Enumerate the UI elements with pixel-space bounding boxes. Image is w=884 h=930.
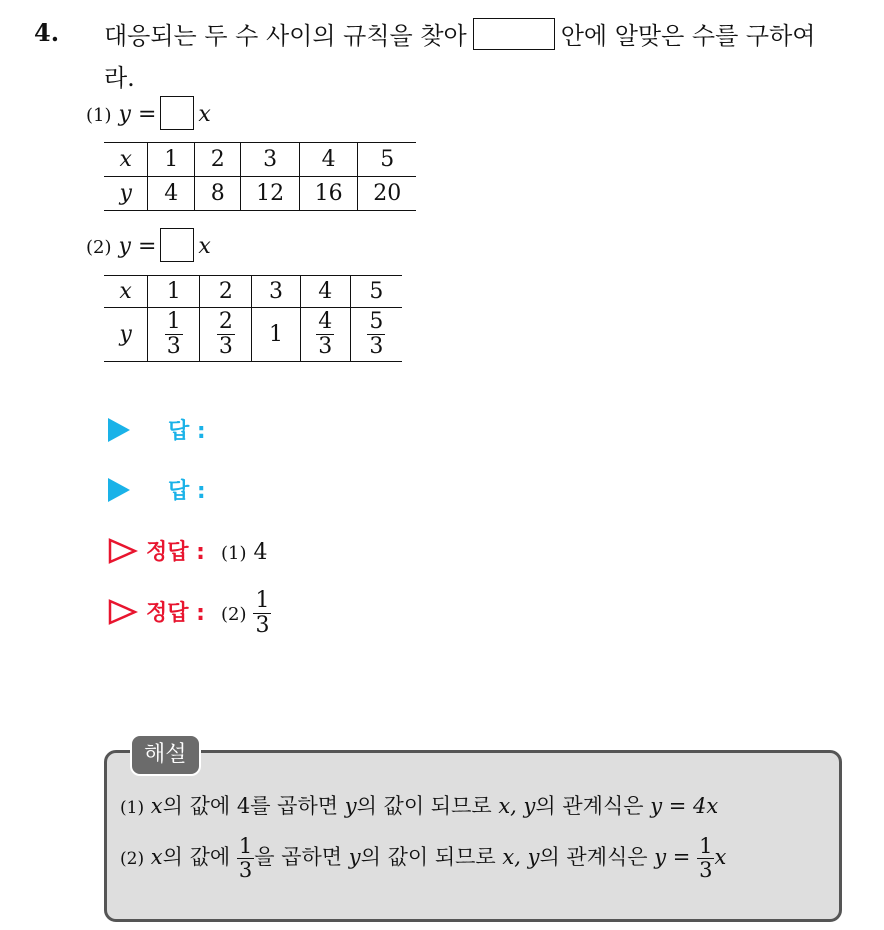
part1-table [104, 142, 416, 211]
fraction: $\frac{2}{3}$ [218, 309, 233, 359]
part2-y-cell [300, 308, 350, 362]
part2-equation [86, 228, 211, 262]
question-text-line2: 라. [104, 64, 135, 92]
fraction: $\frac{1}{3}$ [166, 309, 181, 359]
correct-answer-value: (1) 4 [220, 540, 268, 565]
question-text [104, 16, 815, 51]
explanation-line-2: (2) x의 값에 $\frac{1}{3}$ 을 곱하면 y의 값이 되므로 x, y의 관계식은 y = $\frac{1}{3}$ x [120, 834, 727, 882]
part1-x-cell: 4 [299, 143, 358, 177]
part2-label: (2) [86, 237, 112, 258]
part1-y-cell: 16 [299, 177, 358, 211]
correct-answer-1 [108, 535, 267, 566]
fraction: $\frac{1}{3}$ [699, 834, 713, 882]
part2-lhs: y [118, 234, 131, 259]
correct-answer-2 [108, 590, 271, 637]
part1-blank-box [160, 96, 194, 130]
answer-prompt-1[interactable] [108, 414, 206, 445]
correct-answer-label: 정답 : [146, 600, 205, 626]
part2-y-cell [350, 308, 402, 362]
correct-answer-label: 정답 : [146, 540, 205, 565]
fraction: $\frac{5}{3}$ [369, 309, 384, 359]
question-text-before: 대응되는 두 수 사이의 규칙을 찾아 [104, 22, 467, 50]
outline-triangle-icon [108, 599, 138, 625]
part2-y-cell [148, 308, 200, 362]
fraction: $\frac{1}{3}$ [255, 588, 270, 638]
part2-x-cell: 4 [300, 276, 350, 308]
part2-y-cell [200, 308, 252, 362]
part2-x-cell: 1 [148, 276, 200, 308]
answer-prompt-2[interactable] [108, 474, 206, 505]
part1-x-cell: 2 [194, 143, 240, 177]
explanation-title: 해설 [130, 734, 201, 776]
question-blank-box [473, 18, 555, 50]
fraction: $\frac{1}{3}$ [238, 834, 253, 882]
part1-y-header: y [104, 177, 148, 211]
part1-table-y-row [104, 177, 416, 211]
outline-triangle-icon [108, 538, 138, 564]
part2-eq: = [137, 234, 157, 259]
part2-x-header: x [104, 276, 148, 308]
part1-table-x-row [104, 143, 416, 177]
part1-x-cell: 3 [241, 143, 300, 177]
part2-x-cell: 2 [200, 276, 252, 308]
play-triangle-icon [108, 478, 130, 502]
part2-blank-box [160, 228, 194, 262]
part2-y-cell: 1 [252, 308, 300, 362]
part1-equation [86, 96, 211, 130]
part1-eq: = [137, 102, 157, 127]
answer-prompt-label: 답 : [168, 479, 206, 504]
part1-x-header: x [104, 143, 148, 177]
part2-table [104, 275, 402, 362]
question-text-after: 안에 알맞은 수를 구하여 [560, 22, 816, 50]
fraction: $\frac{4}{3}$ [318, 309, 333, 359]
part1-x-cell: 5 [358, 143, 416, 177]
explanation-line-1: (1) x의 값에 4를 곱하면 y의 값이 되므로 x, y의 관계식은 y = 4x [120, 794, 719, 818]
part1-lhs: y [118, 102, 131, 127]
part2-var: x [198, 234, 211, 259]
part2-x-cell: 5 [350, 276, 402, 308]
part1-label: (1) [86, 105, 112, 126]
answer-prompt-label: 답 : [168, 419, 206, 444]
correct-answer-value: (2) $\frac{1}{3}$ [220, 588, 270, 638]
part1-y-cell: 8 [194, 177, 240, 211]
part1-x-cell: 1 [148, 143, 194, 177]
part2-y-header: y [104, 308, 148, 362]
part2-x-cell: 3 [252, 276, 300, 308]
play-triangle-icon [108, 418, 130, 442]
question-number: 4. [34, 18, 60, 47]
part1-y-cell: 12 [241, 177, 300, 211]
part1-y-cell: 20 [358, 177, 416, 211]
part2-table-x-row [104, 276, 402, 308]
part1-y-cell: 4 [148, 177, 194, 211]
part1-var: x [198, 102, 211, 127]
part2-table-y-row [104, 308, 402, 362]
